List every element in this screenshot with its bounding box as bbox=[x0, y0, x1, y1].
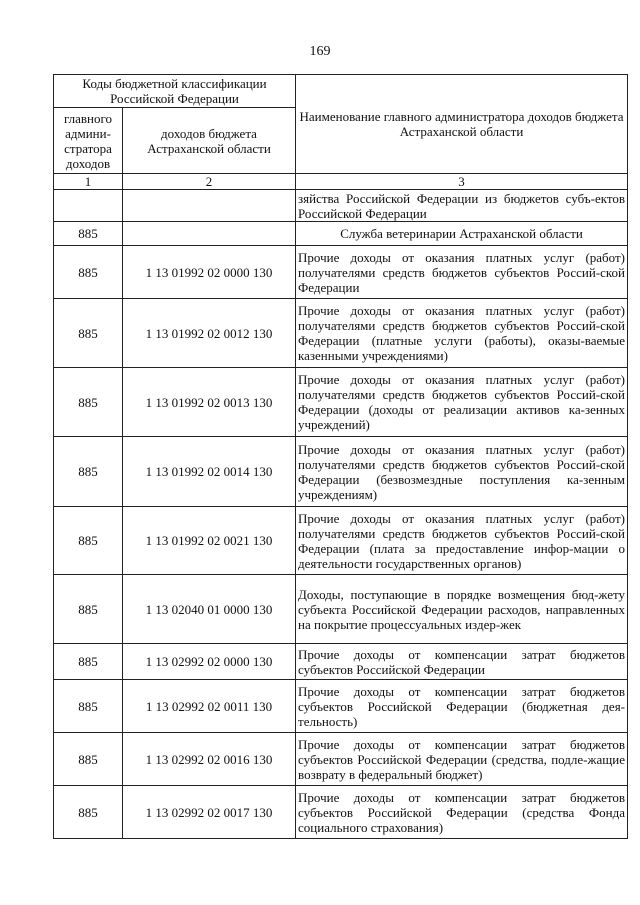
admin-code-cell: 885 bbox=[54, 680, 123, 733]
table-row bbox=[54, 246, 628, 299]
table-row bbox=[54, 733, 628, 786]
revenue-name-cell: Прочие доходы от оказания платных услуг (работ) получателями средств бюджетов субъектов Россий-ской Федерации bbox=[296, 246, 628, 299]
revenue-name-cell: Прочие доходы от компенсации затрат бюджетов субъектов Российской Федерации bbox=[296, 644, 628, 680]
table-row bbox=[54, 680, 628, 733]
table-row bbox=[54, 190, 628, 222]
revenue-code-cell bbox=[123, 222, 296, 246]
revenue-name-cell: Прочие доходы от оказания платных услуг (работ) получателями средств бюджетов субъектов Россий-ской Федерации (плата за предоставление инфор-мации о деятельности государственных органов) bbox=[296, 507, 628, 575]
administrator-name-cell: Служба ветеринарии Астраханской области bbox=[296, 222, 628, 246]
admin-code-cell: 885 bbox=[54, 299, 123, 368]
revenue-code-cell: 1 13 01992 02 0021 130 bbox=[123, 507, 296, 575]
table-row bbox=[54, 222, 628, 246]
revenue-name-cell: зяйства Российской Федерации из бюджетов субъ-ектов Российской Федерации bbox=[296, 190, 628, 222]
revenue-code-cell: 1 13 01992 02 0014 130 bbox=[123, 437, 296, 507]
revenue-name-cell: Прочие доходы от компенсации затрат бюджетов субъектов Российской Федерации (бюджетная дея-тельность) bbox=[296, 680, 628, 733]
admin-code-cell: 885 bbox=[54, 733, 123, 786]
admin-code-cell: 885 bbox=[54, 437, 123, 507]
revenue-name-cell: Прочие доходы от оказания платных услуг (работ) получателями средств бюджетов субъектов Россий-ской Федерации (безвозмездные поступления ка-зенным учреждениям) bbox=[296, 437, 628, 507]
admin-code-cell: 885 bbox=[54, 368, 123, 437]
table-row bbox=[54, 507, 628, 575]
codes-group-header: Коды бюджетной классификации Российской Федерации bbox=[54, 75, 296, 108]
admin-code-cell: 885 bbox=[54, 786, 123, 839]
admin-column-header: главного админи-стратора доходов bbox=[54, 108, 123, 174]
admin-code-cell: 885 bbox=[54, 246, 123, 299]
revenue-name-cell: Доходы, поступающие в порядке возмещения бюд-жету субъекта Российской Федерации расходов, направленных на покрытие процессуальных издер-жек bbox=[296, 575, 628, 644]
revenue-code-cell: 1 13 02992 02 0017 130 bbox=[123, 786, 296, 839]
admin-code-cell: 885 bbox=[54, 644, 123, 680]
admin-code-cell: 885 bbox=[54, 507, 123, 575]
table-row bbox=[54, 437, 628, 507]
revenue-code-cell: 1 13 02040 01 0000 130 bbox=[123, 575, 296, 644]
table-row bbox=[54, 575, 628, 644]
page-number: 169 bbox=[309, 44, 331, 59]
revenue-code-cell bbox=[123, 190, 296, 222]
column-number-3: 3 bbox=[296, 174, 628, 190]
revenue-name-cell: Прочие доходы от компенсации затрат бюджетов субъектов Российской Федерации (средства, подле-жащие возврату в федеральный бюджет) bbox=[296, 733, 628, 786]
revenue-codes-table bbox=[53, 74, 628, 839]
table-row bbox=[54, 368, 628, 437]
revenue-code-cell: 1 13 01992 02 0013 130 bbox=[123, 368, 296, 437]
revenue-name-cell: Прочие доходы от компенсации затрат бюджетов субъектов Российской Федерации (средства Фонда социального страхования) bbox=[296, 786, 628, 839]
revenue-code-cell: 1 13 01992 02 0012 130 bbox=[123, 299, 296, 368]
admin-code-cell bbox=[54, 190, 123, 222]
table-row bbox=[54, 644, 628, 680]
revenue-code-cell: 1 13 01992 02 0000 130 bbox=[123, 246, 296, 299]
table-row bbox=[54, 786, 628, 839]
revenue-name-cell: Прочие доходы от оказания платных услуг (работ) получателями средств бюджетов субъектов Россий-ской Федерации (доходы от реализации активов ка-зенных учреждений) bbox=[296, 368, 628, 437]
revenue-code-cell: 1 13 02992 02 0000 130 bbox=[123, 644, 296, 680]
column-number-2: 2 bbox=[123, 174, 296, 190]
revenue-code-cell: 1 13 02992 02 0011 130 bbox=[123, 680, 296, 733]
revenue-column-header: доходов бюджета Астраханской области bbox=[123, 108, 296, 174]
table-row bbox=[54, 299, 628, 368]
admin-code-cell: 885 bbox=[54, 222, 123, 246]
column-number-1: 1 bbox=[54, 174, 123, 190]
name-column-header: Наименование главного администратора доходов бюджета Астраханской области bbox=[296, 75, 628, 174]
revenue-code-cell: 1 13 02992 02 0016 130 bbox=[123, 733, 296, 786]
revenue-name-cell: Прочие доходы от оказания платных услуг (работ) получателями средств бюджетов субъектов Россий-ской Федерации (платные услуги (работы), оказы-ваемые казенными учреждениями) bbox=[296, 299, 628, 368]
admin-code-cell: 885 bbox=[54, 575, 123, 644]
